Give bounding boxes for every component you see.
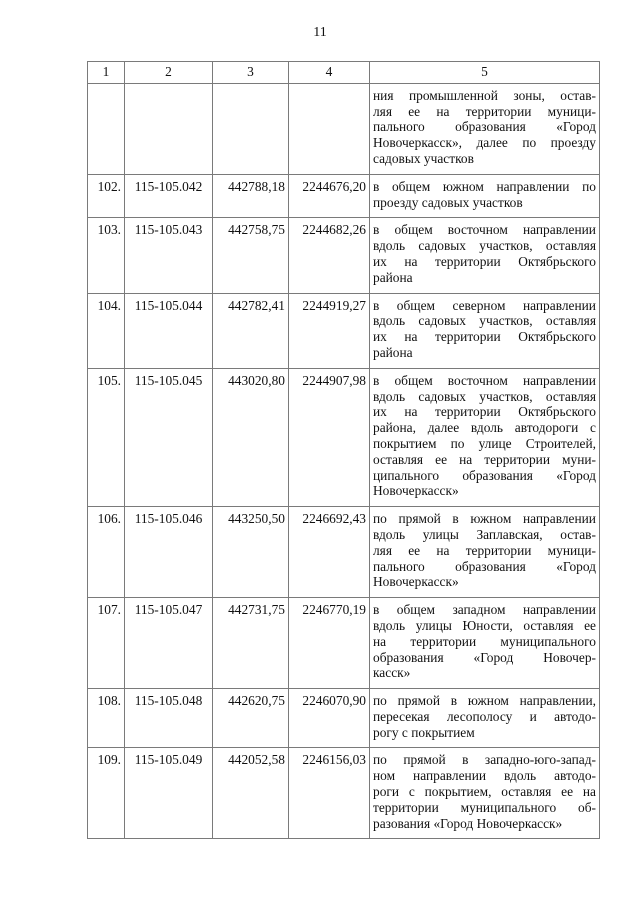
boundary-description xyxy=(370,368,600,506)
coordinate-x: 443250,50 xyxy=(213,507,289,598)
description-line: вдоль садовых участков, оставляя xyxy=(373,238,596,254)
point-code: 115-105.048 xyxy=(125,689,213,748)
table-row xyxy=(88,293,600,368)
point-code: 115-105.042 xyxy=(125,174,213,218)
description-line: на территории муниципального xyxy=(373,633,596,649)
row-number: 108. xyxy=(88,689,125,748)
description-line: вдоль улицы Юности, оставляя ее xyxy=(373,617,596,633)
coordinate-y: 2244682,26 xyxy=(289,218,370,293)
description-line: ном направлении вдоль автодо- xyxy=(373,768,596,784)
description-line: образования «Город Новочер- xyxy=(373,649,596,665)
table-row xyxy=(88,748,600,839)
description-line: в общем западном направлении xyxy=(373,602,596,618)
boundary-description xyxy=(370,83,600,174)
coordinate-y: 2246156,03 xyxy=(289,748,370,839)
description-line: по прямой в южном направлении, xyxy=(373,693,596,709)
row-number: 105. xyxy=(88,368,125,506)
point-code xyxy=(125,83,213,174)
description-line: в общем восточном направлении xyxy=(373,372,596,388)
table-row xyxy=(88,507,600,598)
description-line: Новочеркасск» xyxy=(373,483,459,499)
row-number: 106. xyxy=(88,507,125,598)
coordinate-x: 442052,58 xyxy=(213,748,289,839)
point-code: 115-105.047 xyxy=(125,598,213,689)
description-line: покрытием по улице Строителей, xyxy=(373,435,596,451)
coordinate-x: 442620,75 xyxy=(213,689,289,748)
description-line: оставляя ее на территории муни- xyxy=(373,451,596,467)
description-line: ляя ее на территории муници- xyxy=(373,103,596,119)
description-line: рогу с покрытием xyxy=(373,724,475,740)
point-code: 115-105.049 xyxy=(125,748,213,839)
boundary-table xyxy=(87,61,600,839)
coordinate-x: 442731,75 xyxy=(213,598,289,689)
table-body xyxy=(88,83,600,839)
boundary-description xyxy=(370,689,600,748)
description-line: их на территории Октябрьского xyxy=(373,329,596,345)
description-line: Новочеркасск» xyxy=(373,574,459,590)
table-row xyxy=(88,83,600,174)
row-number xyxy=(88,83,125,174)
coordinate-x: 442758,75 xyxy=(213,218,289,293)
description-line: их на территории Октябрьского xyxy=(373,253,596,269)
description-line: по прямой в западно-юго-запад- xyxy=(373,752,596,768)
description-line: района xyxy=(373,269,413,285)
description-line: пересекая лесополосу и автодо- xyxy=(373,708,596,724)
description-line: в общем северном направлении xyxy=(373,297,596,313)
description-line: по прямой в южном направлении xyxy=(373,511,596,527)
header-row xyxy=(88,62,600,84)
table-row xyxy=(88,689,600,748)
table-row xyxy=(88,218,600,293)
description-line: ния промышленной зоны, остав- xyxy=(373,87,596,103)
header-col-4: 4 xyxy=(289,62,370,84)
table-row xyxy=(88,368,600,506)
point-code: 115-105.046 xyxy=(125,507,213,598)
header-col-3: 3 xyxy=(213,62,289,84)
boundary-description xyxy=(370,598,600,689)
description-line: их на территории Октябрьского xyxy=(373,404,596,420)
point-code: 115-105.045 xyxy=(125,368,213,506)
description-line: пального образования «Город xyxy=(373,119,596,135)
point-code: 115-105.043 xyxy=(125,218,213,293)
description-line: вдоль садовых участков, оставляя xyxy=(373,388,596,404)
coordinate-x xyxy=(213,83,289,174)
description-line: района xyxy=(373,344,413,360)
description-line: района, далее вдоль автодороги с xyxy=(373,420,596,436)
coordinate-x: 443020,80 xyxy=(213,368,289,506)
point-code: 115-105.044 xyxy=(125,293,213,368)
coordinate-y: 2246070,90 xyxy=(289,689,370,748)
row-number: 103. xyxy=(88,218,125,293)
coordinate-y: 2246770,19 xyxy=(289,598,370,689)
description-line: территории муниципального об- xyxy=(373,799,596,815)
description-line: вдоль садовых участков, оставляя xyxy=(373,313,596,329)
table-row xyxy=(88,174,600,218)
coordinate-x: 442788,18 xyxy=(213,174,289,218)
description-line: пального образования «Город xyxy=(373,558,596,574)
coordinate-y: 2246692,43 xyxy=(289,507,370,598)
description-line: садовых участков xyxy=(373,150,474,166)
header-col-1: 1 xyxy=(88,62,125,84)
header-col-5: 5 xyxy=(370,62,600,84)
table-row xyxy=(88,598,600,689)
coordinate-y: 2244676,20 xyxy=(289,174,370,218)
header-col-2: 2 xyxy=(125,62,213,84)
boundary-description xyxy=(370,174,600,218)
description-line: роги с покрытием, оставляя ее на xyxy=(373,784,596,800)
description-line: касск» xyxy=(373,665,411,681)
boundary-description xyxy=(370,293,600,368)
description-line: Новочеркасск», далее по проезду xyxy=(373,135,596,151)
coordinate-y: 2244919,27 xyxy=(289,293,370,368)
row-number: 102. xyxy=(88,174,125,218)
coordinate-x: 442782,41 xyxy=(213,293,289,368)
description-line: разования «Город Новочеркасск» xyxy=(373,815,563,831)
coordinate-y xyxy=(289,83,370,174)
description-line: в общем восточном направлении xyxy=(373,222,596,238)
description-line: в общем южном направлении по xyxy=(373,178,596,194)
row-number: 104. xyxy=(88,293,125,368)
row-number: 109. xyxy=(88,748,125,839)
boundary-description xyxy=(370,218,600,293)
coordinate-y: 2244907,98 xyxy=(289,368,370,506)
boundary-description xyxy=(370,748,600,839)
description-line: проезду садовых участков xyxy=(373,194,523,210)
page-number: 11 xyxy=(313,25,327,40)
row-number: 107. xyxy=(88,598,125,689)
description-line: ляя ее на территории муници- xyxy=(373,542,596,558)
boundary-description xyxy=(370,507,600,598)
description-line: ципального образования «Город xyxy=(373,467,596,483)
description-line: вдоль улицы Заплавская, остав- xyxy=(373,526,596,542)
